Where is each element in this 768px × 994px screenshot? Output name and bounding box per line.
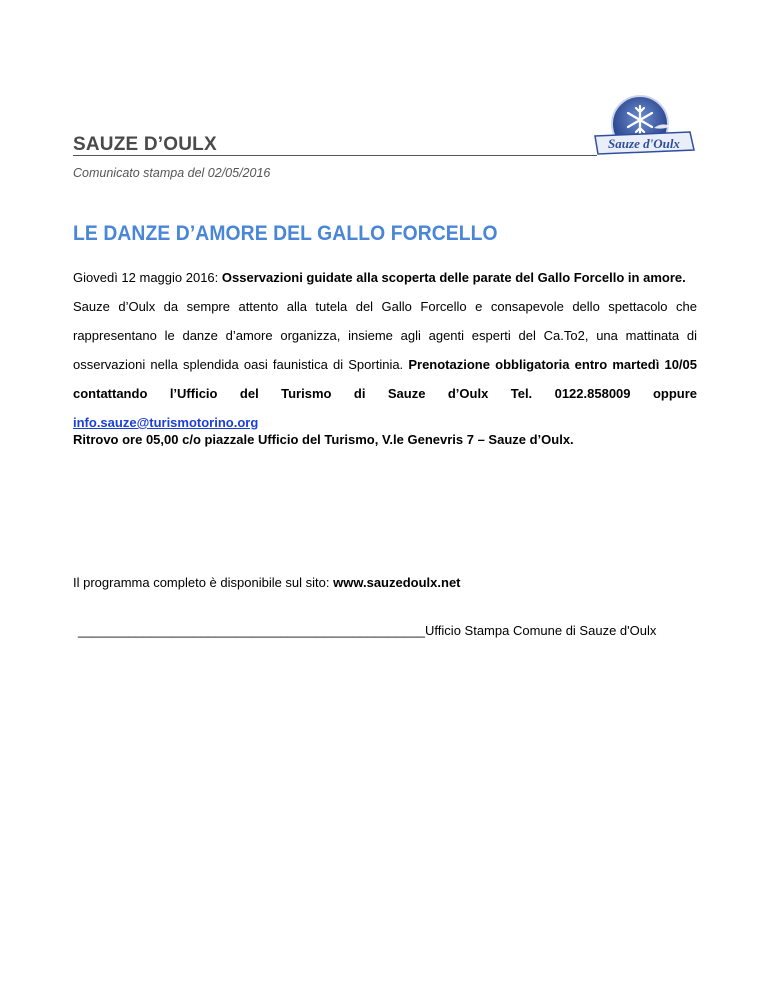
page-title: SAUZE D’OULX — [73, 134, 217, 155]
signature: ________________________________________________Ufficio Stampa Comune di Sauze d'Oulx — [78, 623, 657, 638]
intro-line: Giovedì 12 maggio 2016: Osservazioni guidate alla scoperta delle parate del Gallo Forcello in amore. — [73, 270, 686, 285]
description-paragraph: Sauze d’Oulx da sempre attento alla tutela del Gallo Forcello e consapevole dello spettacolo che rappresentano le danze d’amore organizza, insieme agli agenti esperti del Ca.To2, una mattinata di osservazioni nella splendida oasi faunistica di Sportinia. Prenotazione obbligatoria entro martedì 10/05 contattando l’Ufficio del Turismo di Sauze d’Oulx Tel. 0122.858009 oppure — [73, 299, 698, 401]
meeting-point: Ritrovo ore 05,00 c/o piazzale Ufficio del Turismo, V.le Genevris 7 – Sauze d’Oulx. — [73, 432, 574, 447]
header-divider — [73, 155, 597, 156]
program-info: Il programma completo è disponibile sul sito: www.sauzedoulx.net — [73, 575, 461, 590]
article-body — [73, 263, 697, 437]
website-link[interactable]: www.sauzedoulx.net — [333, 575, 461, 590]
svg-text:Sauze d'Oulx: Sauze d'Oulx — [608, 136, 680, 151]
article-headline: LE DANZE D’AMORE DEL GALLO FORCELLO — [73, 222, 498, 245]
press-release-date: Comunicato stampa del 02/05/2016 — [73, 166, 271, 180]
contact-email-link[interactable]: info.sauze@turismotorino.org — [73, 415, 259, 430]
sauze-doulx-logo — [590, 92, 700, 164]
